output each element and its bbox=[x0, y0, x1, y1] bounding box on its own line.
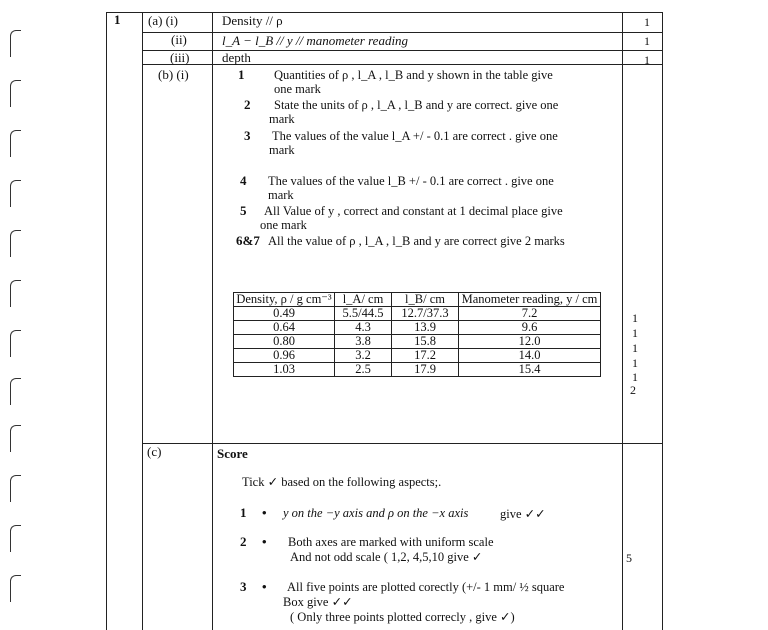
table-cell: 4.3 bbox=[335, 321, 392, 335]
table-cell: 0.96 bbox=[234, 349, 335, 363]
table-cell: 14.0 bbox=[459, 349, 601, 363]
binder-ring bbox=[10, 80, 21, 107]
table-cell: 3.2 bbox=[335, 349, 392, 363]
criterion-text: All the value of ρ , l_A , l_B and y are correct give 2 marks bbox=[268, 234, 565, 248]
binder-ring bbox=[10, 230, 21, 257]
bullet: • bbox=[262, 579, 267, 594]
part-c-intro: Tick ✓ based on the following aspects;. bbox=[242, 475, 442, 489]
binder-ring bbox=[10, 130, 21, 157]
criterion-text: State the units of ρ , l_A , l_B and y are correct. give one bbox=[274, 98, 559, 112]
criterion-number: 6&7 bbox=[236, 233, 260, 248]
binder-ring bbox=[10, 475, 21, 502]
criterion-text: The values of the value l_B +/ - 0.1 are correct . give one bbox=[268, 174, 554, 188]
score-item-number: 2 bbox=[240, 534, 247, 549]
criterion-number: 4 bbox=[240, 173, 247, 188]
criterion-text-cont: mark bbox=[269, 112, 295, 126]
part-a-iii-mark: 1 bbox=[644, 53, 650, 67]
criterion-text-cont: mark bbox=[268, 188, 294, 202]
part-b-mark: 2 bbox=[630, 383, 636, 397]
table-cell: 5.5/44.5 bbox=[335, 307, 392, 321]
score-item-text: Both axes are marked with uniform scale bbox=[288, 535, 494, 549]
part-a-ii-label: (ii) bbox=[171, 32, 187, 47]
table-cell: 0.49 bbox=[234, 307, 335, 321]
table-cell: 15.8 bbox=[392, 335, 459, 349]
question-number: 1 bbox=[114, 12, 121, 27]
score-item-text: y on the −y axis and ρ on the −x axis bbox=[283, 506, 469, 520]
criterion-text: Quantities of ρ , l_A , l_B and y shown in the table give bbox=[274, 68, 553, 82]
part-a-i-answer: Density // ρ bbox=[222, 13, 283, 28]
table-header-row bbox=[234, 293, 601, 307]
part-a-iii-label: (iii) bbox=[170, 50, 190, 65]
header-la: l_A/ cm bbox=[335, 293, 392, 307]
score-item-number: 3 bbox=[240, 579, 247, 594]
results-table bbox=[233, 292, 601, 377]
table-cell: 12.0 bbox=[459, 335, 601, 349]
binder-ring bbox=[10, 525, 21, 552]
score-item-text-cont: Box give ✓✓ bbox=[283, 595, 353, 609]
part-b-mark: 1 bbox=[632, 356, 638, 370]
bullet: • bbox=[262, 505, 267, 520]
binder-ring bbox=[10, 330, 21, 357]
criterion-number: 2 bbox=[244, 97, 251, 112]
binder-ring bbox=[10, 180, 21, 207]
table-cell: 17.9 bbox=[392, 363, 459, 377]
bullet: • bbox=[262, 534, 267, 549]
part-a-i-label: (a) (i) bbox=[148, 13, 178, 28]
binder-ring bbox=[10, 280, 21, 307]
binder-ring bbox=[10, 30, 21, 57]
part-a-iii-answer: depth bbox=[222, 50, 251, 65]
part-b-mark: 1 bbox=[632, 370, 638, 384]
part-a-i-mark: 1 bbox=[644, 15, 650, 29]
table-cell: 7.2 bbox=[459, 307, 601, 321]
criterion-number: 5 bbox=[240, 203, 247, 218]
criterion-text: The values of the value l_A +/ - 0.1 are correct . give one bbox=[272, 129, 558, 143]
criterion-number: 3 bbox=[244, 128, 251, 143]
table-cell: 17.2 bbox=[392, 349, 459, 363]
table-row bbox=[234, 349, 601, 363]
table-cell: 9.6 bbox=[459, 321, 601, 335]
part-a-ii-answer: l_A − l_B // y // manometer reading bbox=[222, 33, 409, 48]
score-item-text-cont: And not odd scale ( 1,2, 4,5,10 give ✓ bbox=[290, 550, 483, 564]
table-row bbox=[234, 335, 601, 349]
table-cell: 3.8 bbox=[335, 335, 392, 349]
part-b-label: (b) (i) bbox=[158, 67, 189, 82]
table-cell: 12.7/37.3 bbox=[392, 307, 459, 321]
table-cell: 0.80 bbox=[234, 335, 335, 349]
header-lb: l_B/ cm bbox=[392, 293, 459, 307]
table-row bbox=[234, 363, 601, 377]
score-item-text: All five points are plotted corectly (+/- 1 mm/ ½ square bbox=[287, 580, 565, 594]
criterion-text: All Value of y , correct and constant at 1 decimal place give bbox=[264, 204, 563, 218]
table-row bbox=[234, 321, 601, 335]
table-row bbox=[234, 307, 601, 321]
binder-ring bbox=[10, 378, 21, 405]
header-density: Density, ρ / g cm⁻³ bbox=[234, 293, 335, 307]
score-item-number: 1 bbox=[240, 505, 247, 520]
score-item-tick: give ✓✓ bbox=[500, 507, 546, 521]
criterion-text-cont: one mark bbox=[260, 218, 307, 232]
part-b-mark: 1 bbox=[632, 341, 638, 355]
table-cell: 1.03 bbox=[234, 363, 335, 377]
table-cell: 2.5 bbox=[335, 363, 392, 377]
table-cell: 13.9 bbox=[392, 321, 459, 335]
table-cell: 15.4 bbox=[459, 363, 601, 377]
part-b-mark: 1 bbox=[632, 326, 638, 340]
score-item-note: ( Only three points plotted correcly , give ✓) bbox=[290, 610, 515, 624]
criterion-text-cont: mark bbox=[269, 143, 295, 157]
table-cell: 0.64 bbox=[234, 321, 335, 335]
header-manometer: Manometer reading, y / cm bbox=[459, 293, 601, 307]
binder-ring bbox=[10, 575, 21, 602]
part-a-ii-mark: 1 bbox=[644, 34, 650, 48]
part-b-mark: 1 bbox=[632, 311, 638, 325]
criterion-text-cont: one mark bbox=[274, 82, 321, 96]
binder-ring bbox=[10, 425, 21, 452]
criterion-number: 1 bbox=[238, 67, 245, 82]
part-c-label: (c) bbox=[147, 444, 162, 459]
part-c-mark: 5 bbox=[626, 551, 632, 565]
part-c-heading: Score bbox=[217, 446, 248, 461]
